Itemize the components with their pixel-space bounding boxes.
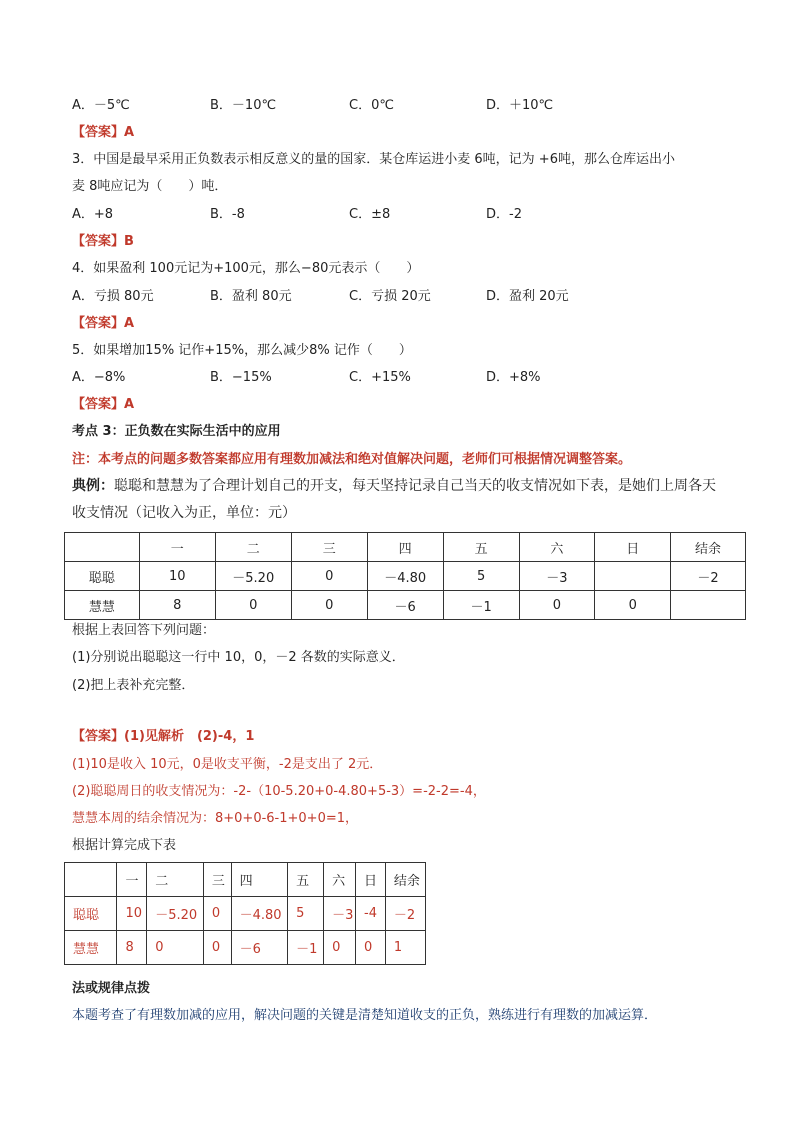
option-c: C．±8 <box>349 207 391 222</box>
q5-line: 5．如果增加15% 记作+15%，那么减少8% 记作（ ） <box>72 343 412 358</box>
solution-2: (2)聪聪周日的收支情况为：-2-（10-5.20+0-4.80+5-3）=-2-2=-4， <box>72 784 486 799</box>
answer-summary: 【答案】(1)见解析 (2)-4，1 <box>72 729 255 744</box>
solution-4: 根据计算完成下表 <box>72 838 177 853</box>
sub-question-2: (2)把上表补充完整． <box>72 678 195 693</box>
option-d: D．-2 <box>486 207 522 222</box>
completed-table <box>64 862 426 965</box>
q3-line2: 麦 8吨应记为（ ）吨． <box>72 179 228 194</box>
option-b: B．−15% <box>210 370 272 385</box>
q3-answer: 【答案】B <box>72 234 134 249</box>
option-d: D．＋10℃ <box>486 98 554 113</box>
income-table <box>64 532 746 620</box>
option-a: A．亏损 80元 <box>72 289 154 304</box>
q5-answer: 【答案】A <box>72 397 135 412</box>
q4-line: 4．如果盈利 100元记为+100元，那么−80元表示（ ） <box>72 261 420 276</box>
q4-answer: 【答案】A <box>72 316 135 331</box>
solution-1: (1)10是收入 10元，0是收支平衡，-2是支出了 2元． <box>72 757 383 772</box>
section-title: 考点 3：正负数在实际生活中的应用 <box>72 424 281 439</box>
method-text: 本题考查了有理数加减的应用，解决问题的关键是清楚知道收支的正负，熟练进行有理数的加减运算． <box>72 1008 658 1023</box>
option-a: A．－5℃ <box>72 98 130 113</box>
method-title: 法或规律点拨 <box>72 981 151 996</box>
table-row: 慧慧 8 0 0 －6 －1 0 0 <box>65 591 746 620</box>
table-row: 聪聪 10 －5.20 0 －4.80 5 －3 －2 <box>65 562 746 591</box>
table-row: 聪聪 10 －5.20 0 －4.80 5 －3 -4 －2 <box>65 897 426 931</box>
option-d: D．+8% <box>486 370 541 385</box>
option-a: A．+8 <box>72 207 114 222</box>
q2-answer: 【答案】A <box>72 125 135 140</box>
solution-3: 慧慧本周的结余情况为：8+0+0-6-1+0+0=1， <box>72 811 359 826</box>
table-header-row: 一 二 三 四 五 六 日 结余 <box>65 863 426 897</box>
example-line2: 收支情况（记收入为正，单位：元） <box>72 505 296 521</box>
option-b: B．盈利 80元 <box>210 289 292 304</box>
table-header-row: 一 二 三 四 五 六 日 结余 <box>65 533 746 562</box>
option-c: C．+15% <box>349 370 411 385</box>
table-row: 慧慧 8 0 0 －6 －1 0 0 1 <box>65 931 426 965</box>
prompt: 根据上表回答下列问题： <box>72 623 216 638</box>
option-a: A．−8% <box>72 370 126 385</box>
option-d: D．盈利 20元 <box>486 289 569 304</box>
sub-question-1: (1)分别说出聪聪这一行中 10，0，－2 各数的实际意义． <box>72 650 405 665</box>
option-b: B．-8 <box>210 207 245 222</box>
q3-line1: 3．中国是最早采用正负数表示相反意义的量的国家．某仓库运进小麦 6吨，记为 +6吨，那么仓库运出小 <box>72 152 675 167</box>
example-line1: 典例：聪聪和慧慧为了合理计划自己的开支，每天坚持记录自己当天的收支情况如下表，是她们上周各天 <box>72 478 716 494</box>
option-c: C．亏损 20元 <box>349 289 431 304</box>
option-c: C．0℃ <box>349 98 394 113</box>
teacher-note: 注：本考点的问题多数答案都应用有理数加减法和绝对值解决问题，老师们可根据情况调整答案。 <box>72 452 632 467</box>
option-b: B．－10℃ <box>210 98 277 113</box>
